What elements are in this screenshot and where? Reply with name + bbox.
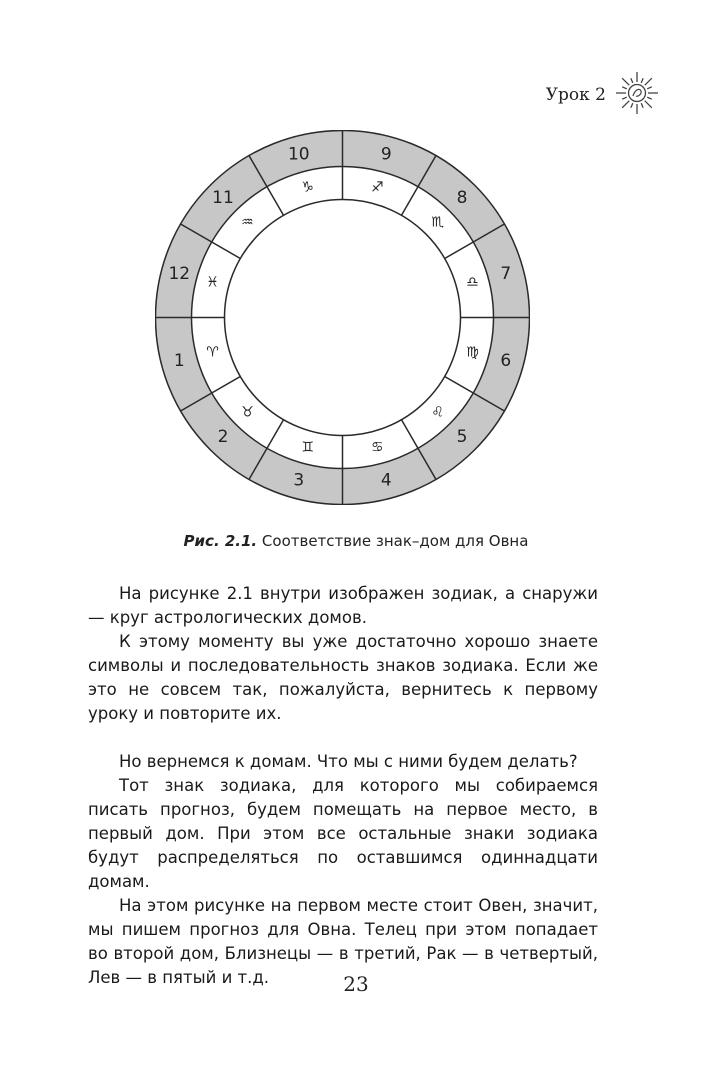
zodiac-sign-glyph: ♒ bbox=[241, 214, 254, 231]
figure-caption-text: Соответствие знак–дом для Овна bbox=[261, 532, 529, 550]
paragraph: На рисунке 2.1 внутри изображен зодиак, а снаружи — круг астрологических домов. bbox=[88, 584, 598, 627]
zodiac-sign-glyph: ♋ bbox=[371, 439, 384, 456]
house-number: 8 bbox=[456, 187, 468, 208]
inner-circle bbox=[225, 200, 461, 436]
zodiac-house-wheel bbox=[155, 130, 530, 505]
zodiac-sign-glyph: ♍ bbox=[466, 344, 479, 361]
sun-ray bbox=[641, 103, 643, 108]
sun-ray bbox=[645, 78, 652, 85]
house-number: 12 bbox=[168, 263, 191, 284]
house-number: 10 bbox=[287, 144, 310, 165]
sun-ray bbox=[647, 87, 652, 89]
paragraph: На этом рисунке на первом месте стоит Овен, значит, мы пишем прогноз для Овна. Телец при этом попадает во второй дом, Близнецы — в третий, Рак — в четвертый, Лев — в пятый и т.д. bbox=[88, 896, 598, 987]
page-number: 23 bbox=[343, 972, 369, 996]
sun-ray bbox=[622, 78, 629, 85]
house-number: 3 bbox=[293, 470, 305, 491]
sun-icon bbox=[614, 70, 660, 116]
house-number: 5 bbox=[456, 427, 468, 448]
zodiac-sign-glyph: ♏ bbox=[431, 214, 444, 231]
house-number: 1 bbox=[173, 351, 185, 372]
paragraph: Тот знак зодиака, для которого мы собираемся писать прогноз, будем помещать на первое место, в первый дом. При этом все остальные знаки зодиака будут распределяться по оставшимся одиннадцати домам. bbox=[88, 776, 598, 891]
house-number: 9 bbox=[380, 144, 392, 165]
zodiac-sign-glyph: ♈ bbox=[206, 344, 219, 361]
lesson-title: Урок 2 bbox=[545, 85, 606, 105]
body-text bbox=[88, 582, 598, 990]
paragraph: К этому моменту вы уже достаточно хорошо знаете символы и последовательность знаков зодиака. Если же это не совсем так, пожалуйста, вернитесь к первому уроку и повторите их. bbox=[88, 632, 598, 723]
zodiac-sign-glyph: ♐ bbox=[371, 179, 384, 196]
sun-ray bbox=[622, 87, 627, 89]
sun-ray bbox=[622, 97, 627, 99]
house-number: 11 bbox=[212, 187, 234, 208]
zodiac-sign-glyph: ♌ bbox=[431, 404, 444, 421]
figure-caption bbox=[0, 532, 712, 550]
paragraph: Но вернемся к домам. Что мы с ними будем делать? bbox=[119, 752, 578, 771]
house-number: 7 bbox=[500, 263, 512, 284]
zodiac-sign-glyph: ♑ bbox=[301, 179, 314, 196]
sun-ray bbox=[622, 101, 629, 108]
sun-ray bbox=[641, 78, 643, 83]
sun-ray bbox=[631, 78, 633, 83]
zodiac-sign-glyph: ♊ bbox=[301, 439, 314, 456]
zodiac-sign-glyph: ♓ bbox=[206, 274, 219, 291]
sun-ray bbox=[631, 103, 633, 108]
zodiac-sign-glyph: ♉ bbox=[241, 404, 254, 421]
house-number: 6 bbox=[500, 351, 512, 372]
figure-label: Рис. 2.1. bbox=[183, 532, 258, 550]
house-number: 4 bbox=[380, 470, 392, 491]
sun-ray bbox=[647, 97, 652, 99]
zodiac-sign-glyph: ♎ bbox=[466, 274, 479, 291]
sun-ray bbox=[645, 101, 652, 108]
running-header bbox=[546, 70, 660, 116]
house-number: 2 bbox=[217, 427, 229, 448]
